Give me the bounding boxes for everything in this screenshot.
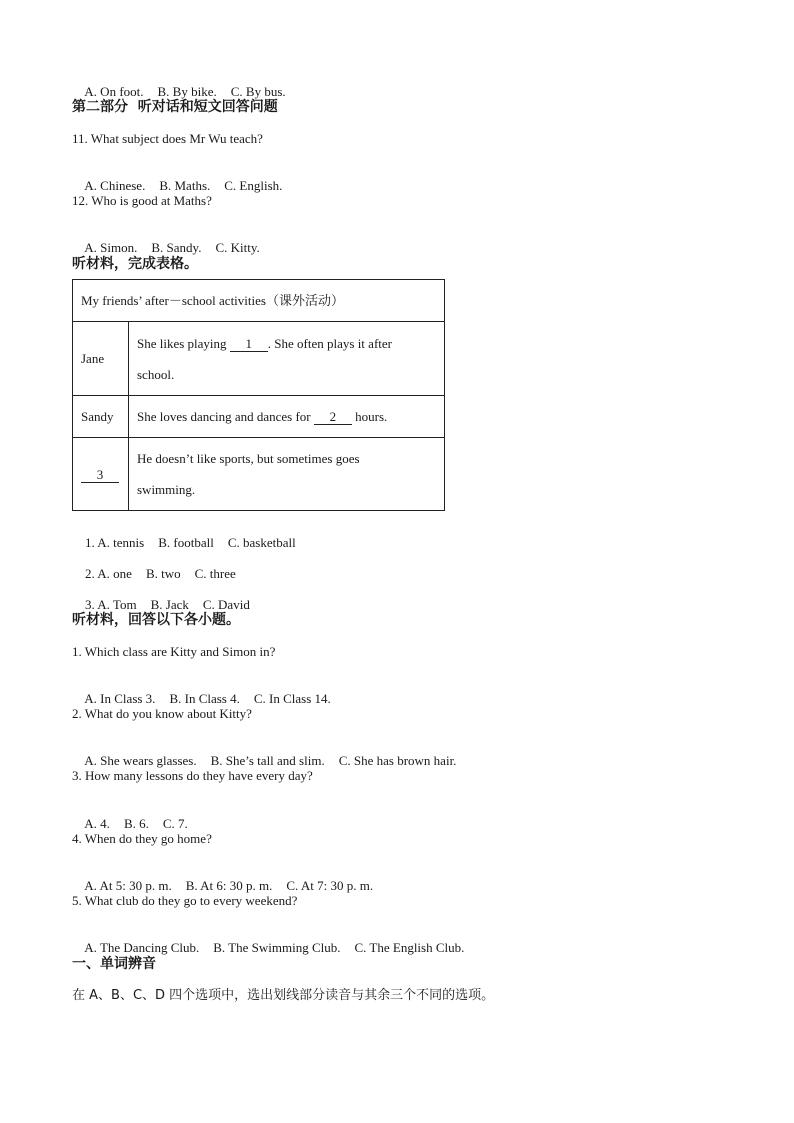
option-c: C. Kitty. xyxy=(215,240,260,255)
word-section-instruction: 在 A、B、C、D 四个选项中，选出划线部分读音与其余三个不同的选项。 xyxy=(72,988,495,1003)
row-name: Jane xyxy=(73,322,129,396)
s3-question-5: 5. What club do they go to every weekend? xyxy=(72,893,298,908)
section3-heading: 听材料，回答以下各小题。 xyxy=(72,612,240,628)
table-header-row xyxy=(73,280,445,322)
answer-blank-3: 3 xyxy=(81,468,119,483)
option-a: A. On foot. xyxy=(84,84,144,99)
s3-question-4-options: A. At 5: 30 p. m. B. At 6: 30 p. m. C. At 7: 30 p. m. xyxy=(84,878,374,893)
table-row xyxy=(73,322,445,396)
row-name: Sandy xyxy=(73,396,129,438)
table-row xyxy=(73,396,445,438)
s3-question-2-options: A. She wears glasses. B. She’s tall and slim. C. She has brown hair. xyxy=(84,753,457,768)
part2-heading: 第二部分 听对话和短文回答问题 xyxy=(72,99,278,115)
row-description: She loves dancing and dances for 2 hours. xyxy=(129,396,445,438)
question-12: 12. Who is good at Maths? xyxy=(72,193,212,208)
s3-question-1: 1. Which class are Kitty and Simon in? xyxy=(72,644,276,659)
question-11: 11. What subject does Mr Wu teach? xyxy=(72,131,263,146)
table-section-heading: 听材料，完成表格。 xyxy=(72,256,198,272)
option-c: C. By bus. xyxy=(230,84,286,99)
table-row xyxy=(73,438,445,511)
answer-blank-1: 1 xyxy=(230,337,268,352)
row-description: He doesn’t like sports, but sometimes goes swimming. xyxy=(129,438,445,511)
option-b: B. Maths. xyxy=(159,178,211,193)
row-description: She likes playing 1 . She often plays it after school. xyxy=(129,322,445,396)
option-a: A. Chinese. xyxy=(84,178,146,193)
option-b: B. By bike. xyxy=(157,84,217,99)
row-name xyxy=(73,438,129,511)
choice-line-1: 1. A. tennis B. football C. basketball xyxy=(85,535,296,550)
s3-question-3-options: A. 4. B. 6. C. 7. xyxy=(84,816,188,831)
table-header: My friends’ after－school activities（课外活动） xyxy=(73,280,445,322)
choice-line-2: 2. A. one B. two C. three xyxy=(85,566,236,581)
option-b: B. Sandy. xyxy=(151,240,202,255)
word-section-heading: 一、单词辨音 xyxy=(72,956,156,972)
option-a: A. Simon. xyxy=(84,240,138,255)
s3-question-2: 2. What do you know about Kitty? xyxy=(72,706,252,721)
s3-question-1-options: A. In Class 3. B. In Class 4. C. In Class 14. xyxy=(84,691,331,706)
choice-line-3: 3. A. Tom B. Jack C. David xyxy=(85,597,250,612)
option-c: C. English. xyxy=(224,178,283,193)
activities-table xyxy=(72,279,445,511)
s3-question-4: 4. When do they go home? xyxy=(72,831,212,846)
answer-blank-2: 2 xyxy=(314,410,352,425)
s3-question-5-options: A. The Dancing Club. B. The Swimming Club. C. The English Club. xyxy=(84,940,465,955)
s3-question-3: 3. How many lessons do they have every day? xyxy=(72,768,313,783)
